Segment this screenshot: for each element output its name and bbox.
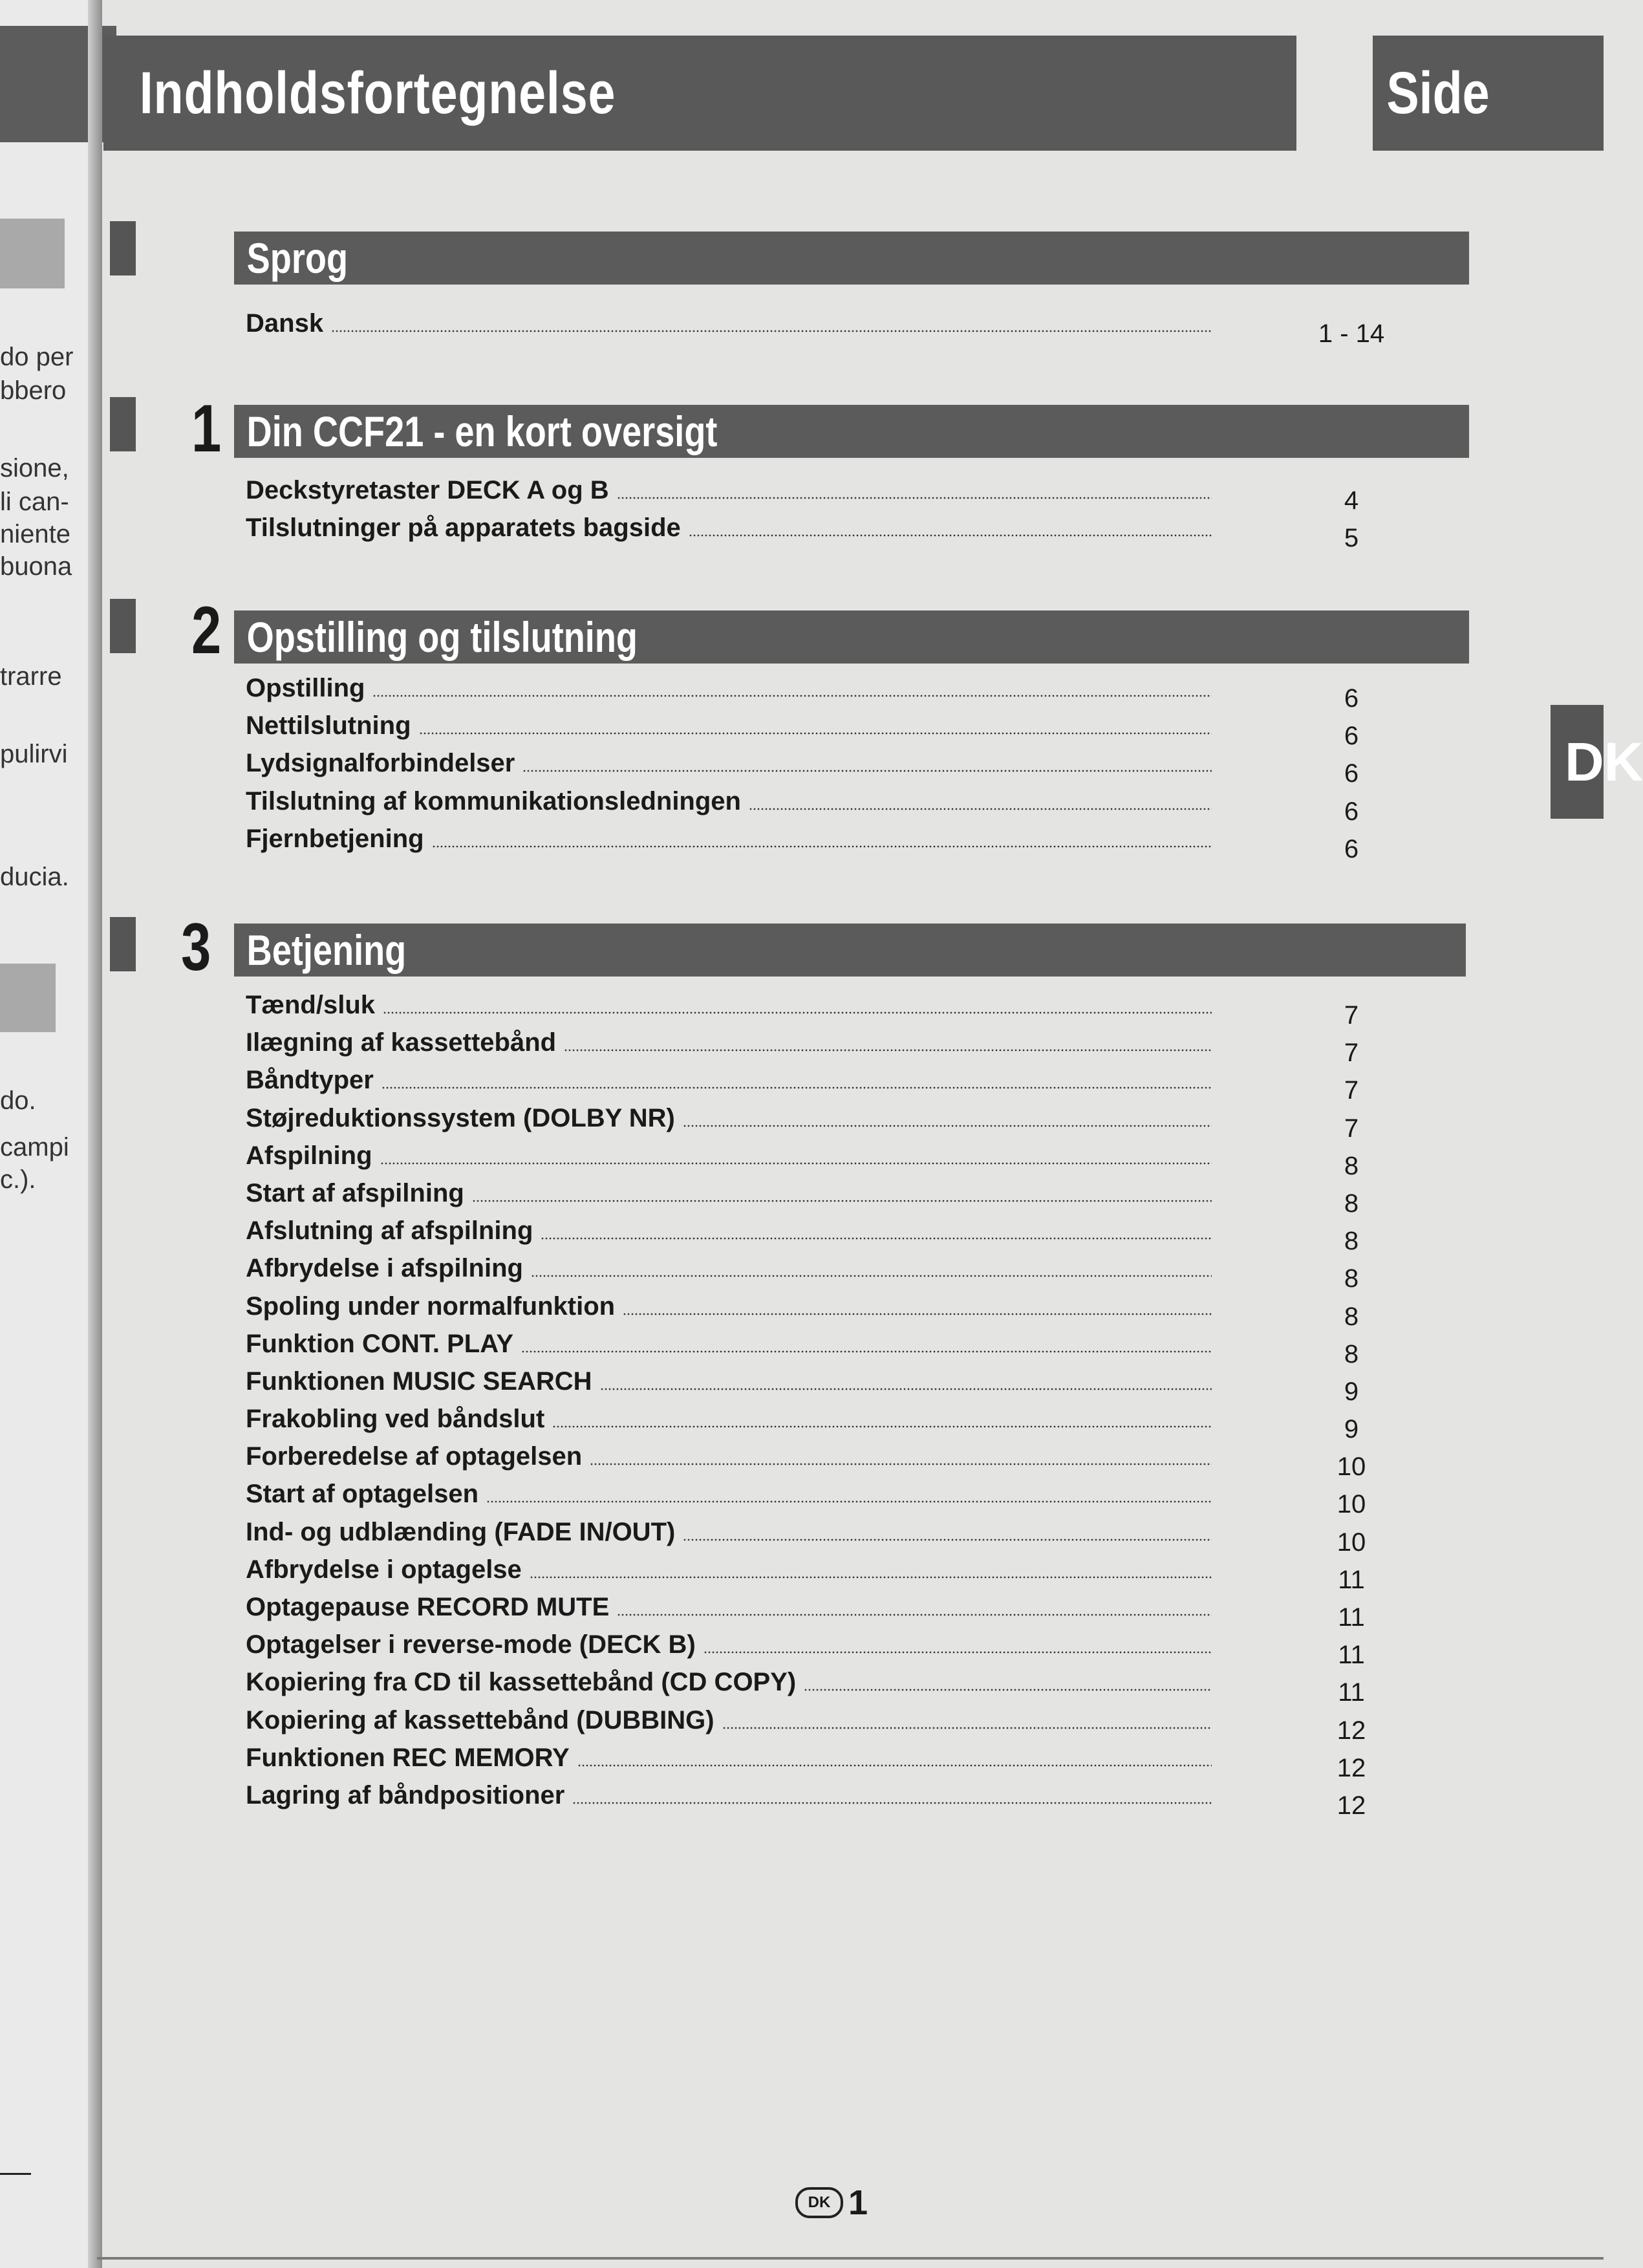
section-title: Sprog — [246, 234, 349, 282]
section-number: 1 — [191, 391, 222, 466]
adjacent-text-fragment: do per — [0, 343, 74, 371]
entry-page: 7 — [1344, 1114, 1359, 1143]
entry-label: Afslutning af afspilning — [246, 1216, 533, 1246]
entry-page: 4 — [1344, 486, 1359, 515]
dot-leader — [564, 1048, 1212, 1052]
entry-label: Tilslutninger på apparatets bagside — [246, 513, 681, 543]
dot-leader — [590, 1462, 1212, 1466]
section-marker — [110, 221, 136, 275]
side-label: Side — [1386, 59, 1490, 126]
toc-title-bar — [103, 36, 1296, 151]
dot-leader — [683, 1538, 1212, 1542]
section-marker — [110, 599, 136, 653]
entry-label: Afbrydelse i optagelse — [246, 1555, 522, 1584]
entry-label: Optagepause RECORD MUTE — [246, 1593, 610, 1621]
dot-leader — [486, 1500, 1212, 1504]
entry-page: 8 — [1344, 1264, 1359, 1293]
entry-label: Ilægning af kassettebånd — [246, 1028, 557, 1057]
dot-leader — [331, 329, 1212, 333]
adjacent-text-fragment: c.). — [0, 1165, 36, 1194]
section-title: Din CCF21 - en kort oversigt — [246, 407, 718, 455]
entry-label: Optagelser i reverse-mode (DECK B) — [246, 1630, 696, 1659]
entry-label: Støjreduktionssystem (DOLBY NR) — [246, 1103, 675, 1132]
entry-page: 9 — [1344, 1377, 1359, 1406]
adjacent-text-fragment: trarre — [0, 662, 62, 691]
language-badge: DK — [795, 2187, 843, 2218]
side-column-header — [1373, 36, 1604, 151]
entry-page: 10 — [1337, 1528, 1366, 1557]
entry-label: Afspilning — [246, 1141, 372, 1170]
entry-page: 11 — [1338, 1603, 1365, 1632]
entry-page: 8 — [1344, 1227, 1359, 1256]
entry-page: 12 — [1337, 1753, 1366, 1782]
entry-page: 9 — [1344, 1415, 1359, 1444]
section-header-sprog — [234, 232, 1469, 285]
entry-label: Dansk — [246, 309, 324, 338]
entry-page: 11 — [1338, 1641, 1365, 1670]
language-tab-label: DK — [1565, 731, 1643, 792]
entry-page: 7 — [1344, 1076, 1359, 1105]
section-number: 2 — [191, 593, 222, 668]
dot-leader — [380, 1161, 1212, 1165]
entry-page: 8 — [1344, 1189, 1359, 1218]
entry-page: 8 — [1344, 1302, 1359, 1331]
dot-leader — [372, 694, 1212, 698]
adjacent-text-fragment: sione, — [0, 454, 69, 482]
dot-leader — [617, 496, 1212, 500]
dot-leader — [722, 1726, 1212, 1730]
entry-label: Lydsignalforbindelser — [246, 749, 515, 778]
adjacent-page-edge — [0, 0, 102, 2268]
adjacent-text-fragment: ducia. — [0, 863, 69, 891]
section-marker — [110, 397, 136, 451]
language-tab — [1551, 705, 1643, 819]
entry-page: 12 — [1337, 1716, 1366, 1745]
section-header-betjening — [234, 923, 1466, 977]
dot-leader — [383, 1011, 1212, 1015]
section-header-opstilling — [234, 610, 1469, 664]
entry-label: Deckstyretaster DECK A og B — [246, 476, 609, 504]
entry-label: Kopiering fra CD til kassettebånd (CD COPY) — [246, 1668, 797, 1697]
entry-label: Funktionen REC MEMORY — [246, 1743, 570, 1772]
adjacent-text-fragment: buona — [0, 552, 72, 581]
entry-page: 11 — [1338, 1565, 1365, 1594]
dot-leader — [577, 1764, 1212, 1767]
entry-page: 6 — [1344, 834, 1359, 863]
dot-leader — [522, 769, 1212, 773]
entry-page: 5 — [1344, 524, 1359, 553]
section-title: Betjening — [246, 926, 407, 974]
entry-page: 7 — [1344, 1001, 1359, 1030]
page-title: Indholdsfortegnelse — [139, 59, 616, 126]
entry-label: Nettilslutning — [246, 711, 411, 740]
dot-leader — [617, 1613, 1212, 1617]
entry-page: 1 - 14 — [1318, 319, 1385, 348]
dot-leader — [804, 1688, 1212, 1692]
dot-leader — [541, 1237, 1212, 1240]
adjacent-text-fragment: li can- — [0, 488, 69, 516]
entry-page: 10 — [1337, 1490, 1366, 1519]
dot-leader — [600, 1387, 1212, 1391]
entry-label: Spoling under normalfunktion — [246, 1291, 616, 1321]
entry-page: 8 — [1344, 1339, 1359, 1368]
entry-label: Opstilling — [246, 674, 365, 702]
section-marker — [110, 917, 136, 971]
page-footer — [795, 2183, 868, 2223]
entry-label: Start af afspilning — [246, 1178, 464, 1207]
entry-page: 6 — [1344, 684, 1359, 713]
entry-label: Ind- og udblænding (FADE IN/OUT) — [246, 1517, 676, 1546]
dot-leader — [521, 1350, 1212, 1354]
entry-page: 12 — [1337, 1791, 1366, 1820]
section-number: 3 — [181, 910, 211, 985]
entry-page: 8 — [1344, 1151, 1359, 1180]
entry-label: Båndtyper — [246, 1066, 374, 1095]
entry-label: Tænd/sluk — [246, 991, 376, 1019]
entry-label: Funktionen MUSIC SEARCH — [246, 1366, 592, 1396]
entry-label: Forberedelse af optagelsen — [246, 1442, 583, 1471]
adjacent-page-gray-box — [0, 964, 56, 1032]
entry-page: 6 — [1344, 797, 1359, 826]
entry-page: 10 — [1337, 1453, 1366, 1482]
dot-leader — [703, 1650, 1212, 1654]
entry-page: 6 — [1344, 759, 1359, 788]
dot-leader — [381, 1086, 1212, 1090]
entry-label: Start af optagelsen — [246, 1480, 479, 1509]
dot-leader — [419, 731, 1212, 735]
dot-leader — [572, 1801, 1212, 1805]
adjacent-page-rule — [0, 2173, 31, 2175]
dot-leader — [472, 1199, 1212, 1203]
dot-leader — [683, 1124, 1212, 1128]
dot-leader — [623, 1312, 1212, 1316]
entry-label: Fjernbetjening — [246, 824, 424, 853]
entry-label: Frakobling ved båndslut — [246, 1405, 545, 1434]
section-header-oversigt — [234, 405, 1469, 458]
entry-page: 6 — [1344, 722, 1359, 751]
entry-label: Kopiering af kassettebånd (DUBBING) — [246, 1705, 714, 1734]
entry-label: Lagring af båndpositioner — [246, 1780, 565, 1809]
adjacent-text-fragment: bbero — [0, 376, 67, 405]
page-number: 1 — [848, 2183, 868, 2222]
adjacent-page-gray-box — [0, 219, 65, 288]
entry-label: Funktion CONT. PLAY — [246, 1329, 514, 1358]
entry-page: 7 — [1344, 1039, 1359, 1068]
entry-page: 11 — [1338, 1678, 1365, 1707]
dot-leader — [552, 1425, 1212, 1429]
page-gutter-shadow — [88, 0, 102, 2268]
adjacent-text-fragment: pulirvi — [0, 740, 68, 768]
dot-leader — [749, 807, 1212, 811]
entry-label: Tilslutning af kommunikationsledningen — [246, 786, 741, 815]
entry-label: Afbrydelse i afspilning — [246, 1254, 523, 1283]
page-bottom-edge — [97, 2257, 1604, 2260]
adjacent-text-fragment: niente — [0, 520, 70, 548]
adjacent-text-fragment: do. — [0, 1086, 36, 1115]
adjacent-text-fragment: campi — [0, 1133, 69, 1161]
dot-leader — [530, 1575, 1212, 1579]
dot-leader — [531, 1274, 1212, 1278]
dot-leader — [689, 534, 1212, 537]
section-title: Opstilling og tilslutning — [246, 613, 638, 661]
dot-leader — [432, 845, 1212, 848]
